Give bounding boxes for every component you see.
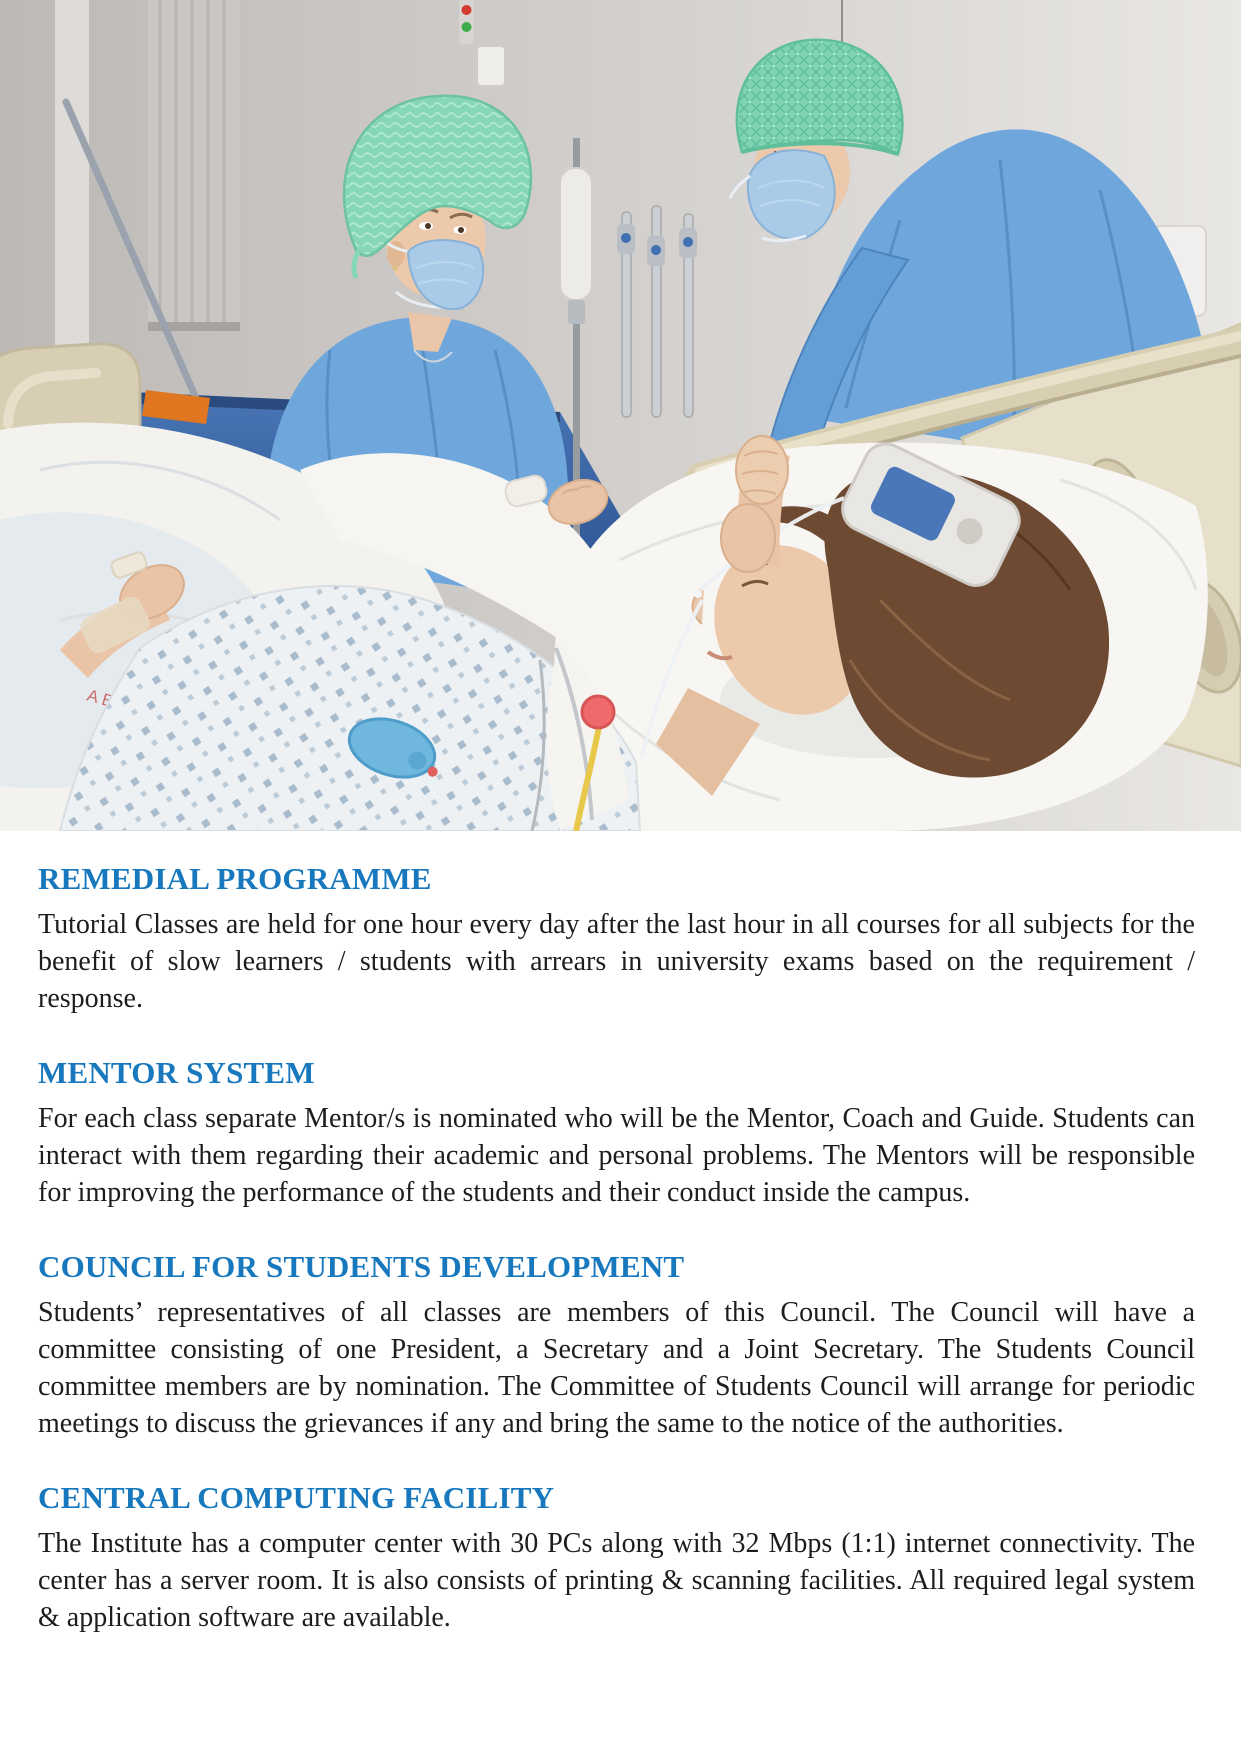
call-light-indicator [459,0,474,44]
section-body-central-computing-facility: The Institute has a computer center with 30 PCs along with 32 Mbps (1:1) internet connectivity. The center has a server room. It is also consists of printing & scanning facilities. All required legal system & application software are available. [38,1528,1195,1633]
section-body-remedial-programme: Tutorial Classes are held for one hour every day after the last hour in all courses for all subjects for the benefit of slow learners / students with arrears in university exams based on the requirement / response. [38,909,1195,1014]
section-council-for-students-development [38,1249,1195,1442]
section-mentor-system [38,1055,1195,1211]
ecg-electrode [582,696,614,728]
section-body-mentor-system: For each class separate Mentor/s is nominated who will be the Mentor, Coach and Guide. Students can interact with them regarding their academic and personal problems. The Mentors will be responsible for improving the performance of the students and their conduct inside the campus. [38,1103,1195,1208]
nurse-right-hand [736,436,788,504]
section-heading-mentor-system: MENTOR SYSTEM [38,1055,315,1090]
section-heading-remedial-programme: REMEDIAL PROGRAMME [38,861,432,896]
section-body-council-for-students-development: Students’ representatives of all classes are members of this Council. The Council will have a committee consisting of one President, a Secretary and a Joint Secretary. The Students Council committee members are by nomination. The Committee of Students Council will arrange for periodic meetings to discuss the grievances if any and bring the same to the notice of the authorities. [38,1297,1195,1439]
section-remedial-programme [38,861,1195,1017]
nurse-right-mask [748,150,835,239]
medical-gas-outlets [617,206,697,417]
section-heading-council-for-students-development: COUNCIL FOR STUDENTS DEVELOPMENT [38,1249,685,1284]
section-heading-central-computing-facility: CENTRAL COMPUTING FACILITY [38,1480,555,1515]
hospital-scene-illustration [0,0,1241,831]
patient-raised-hand [721,504,775,572]
section-central-computing-facility [38,1480,1195,1636]
hero-photo [0,0,1241,831]
content-area [0,831,1241,1636]
light-switch [477,46,505,86]
